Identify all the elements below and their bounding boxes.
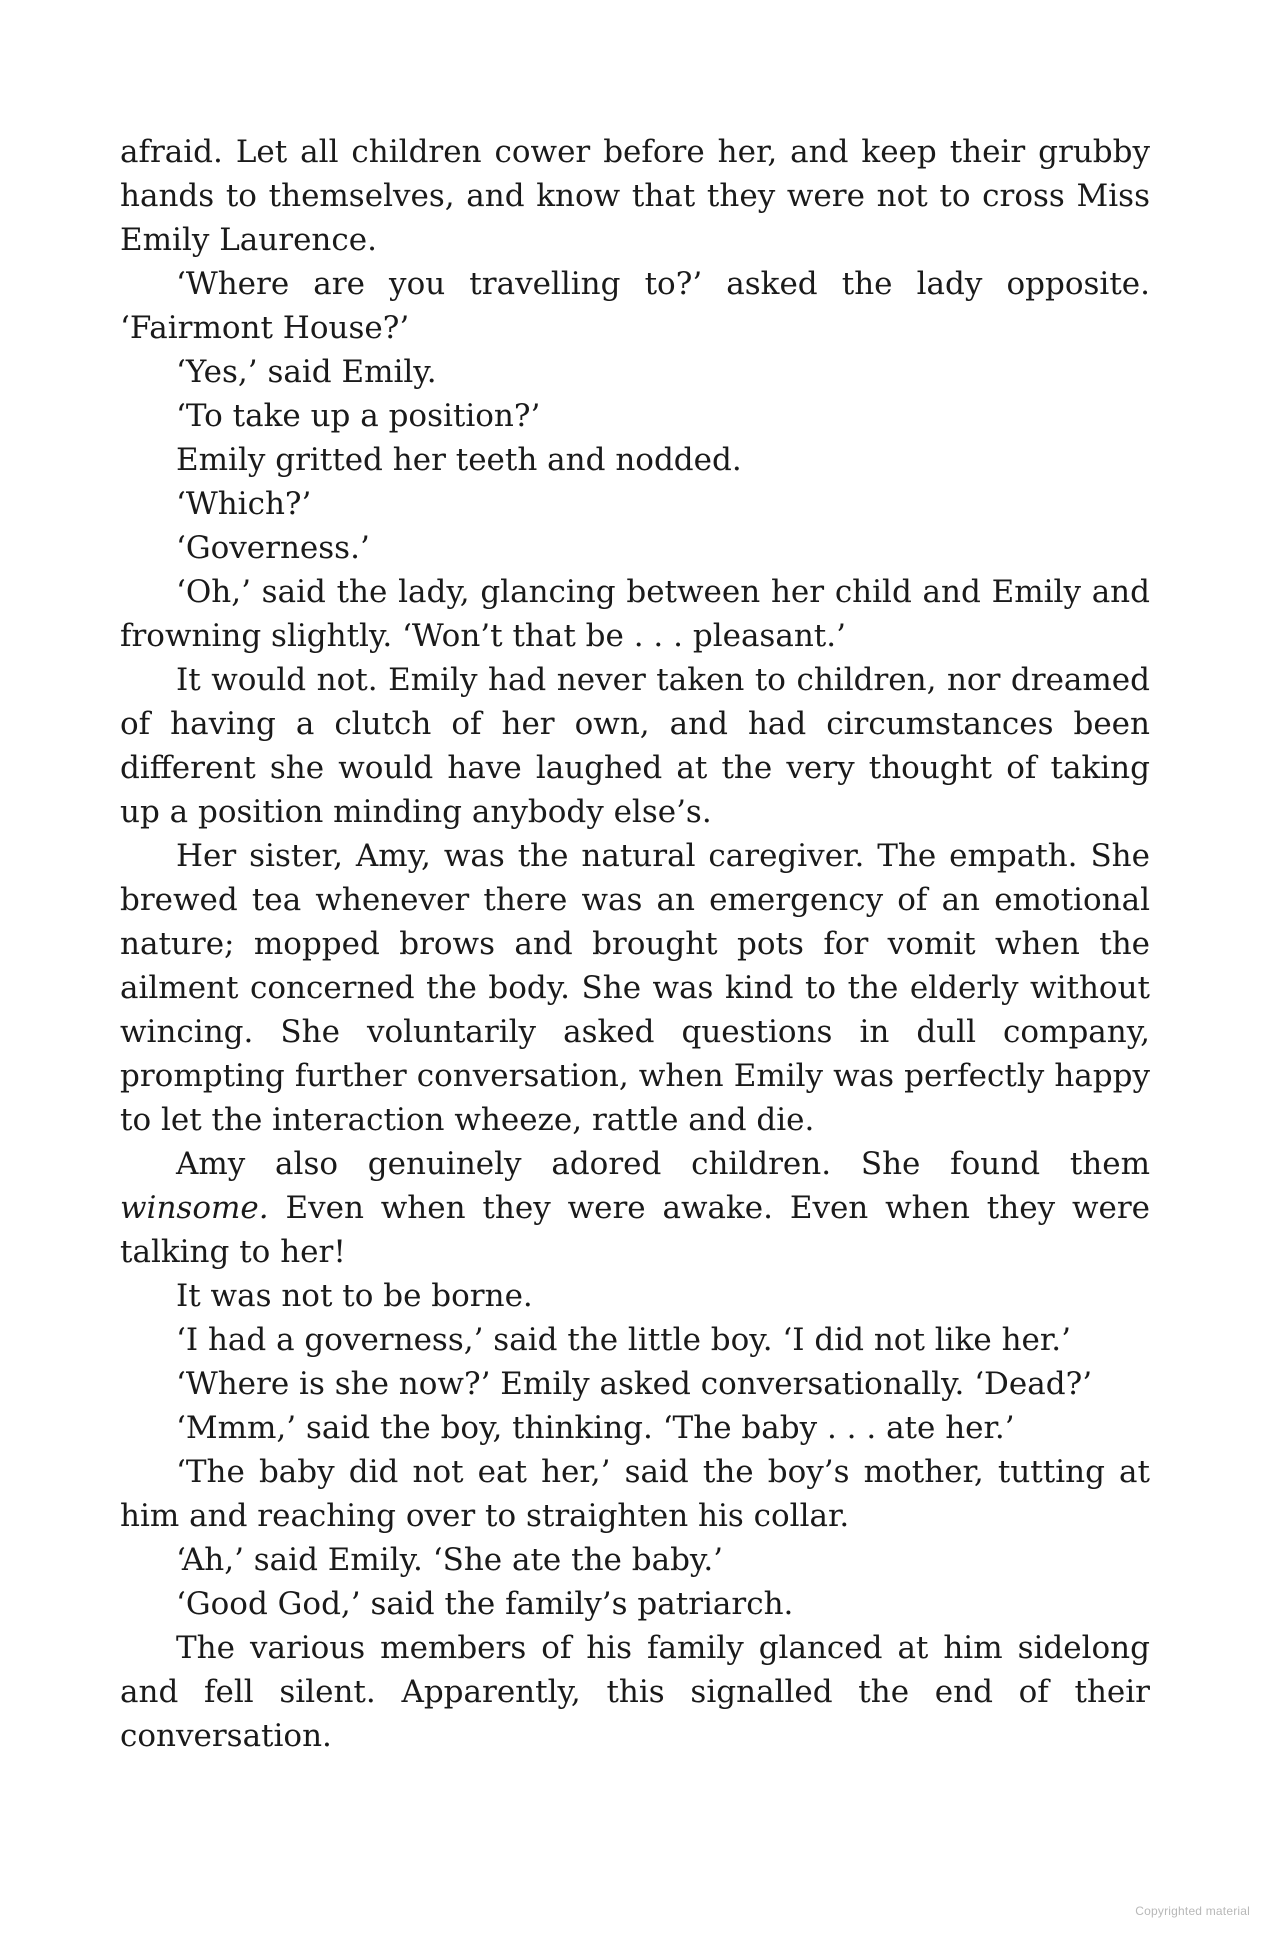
paragraph-dialogue: ‘To take up a position?’ — [176, 398, 541, 434]
paragraph-dialogue: ‘The baby did not eat her,’ said the boy’s mother, tutting at him and reaching over to straighten his collar. — [120, 1454, 1150, 1534]
paragraph-dialogue: ‘Mmm,’ said the boy, thinking. ‘The baby . . . ate her.’ — [176, 1410, 1015, 1446]
paragraph-dialogue: ‘Which?’ — [176, 486, 312, 522]
paragraph-dialogue: ‘Ah,’ said Emily. ‘She ate the baby.’ — [176, 1542, 724, 1578]
paragraph-dialogue: ‘I had a governess,’ said the little boy. ‘I did not like her.’ — [176, 1322, 1072, 1358]
paragraph-narration: It would not. Emily had never taken to children, nor dreamed of having a clutch of her own, and had circumstances been different she would have laughed at the very thought of taking up a position minding anybody else’s. — [120, 662, 1150, 830]
paragraph-dialogue: ‘Oh,’ said the lady, glancing between her child and Emily and frowning slightly. ‘Won’t that be . . . pleasant.’ — [120, 574, 1150, 654]
paragraph-text: Even when they were awake. Even when they were talking to her! — [120, 1190, 1150, 1270]
paragraph-narration: Emily gritted her teeth and nodded. — [176, 442, 742, 478]
paragraph-continuation: afraid. Let all children cower before her, and keep their grubby hands to themselves, and know that they were not to cross Miss Emily Laurence. — [120, 134, 1150, 258]
paragraph-narration: The various members of his family glanced at him sidelong and fell silent. Apparently, this signalled the end of their conversation. — [120, 1630, 1150, 1754]
paragraph-dialogue: ‘Where is she now?’ Emily asked conversationally. ‘Dead?’ — [176, 1366, 1093, 1402]
copyright-notice: Copyrighted material — [1135, 1904, 1250, 1918]
book-page — [120, 130, 1150, 1758]
paragraph-text: Amy also genuinely adored children. She found them — [176, 1146, 1150, 1182]
paragraph-dialogue: ‘Governess.’ — [176, 530, 370, 566]
paragraph-dialogue: ‘Yes,’ said Emily. — [176, 354, 437, 390]
emphasis-word: winsome. — [120, 1190, 269, 1226]
paragraph-narration: It was not to be borne. — [176, 1278, 533, 1314]
paragraph-dialogue: ‘Where are you travelling to?’ asked the lady opposite. ‘Fairmont House?’ — [120, 266, 1150, 346]
paragraph-narration: Her sister, Amy, was the natural caregiver. The empath. She brewed tea whenever there was an emergency of an emotional nature; mopped brows and brought pots for vomit when the ailment concerned the body. She was kind to the elderly without wincing. She voluntarily asked questions in dull company, prompting further conversation, when Emily was perfectly happy to let the interaction wheeze, rattle and die. — [120, 838, 1150, 1138]
paragraph-dialogue: ‘Good God,’ said the family’s patriarch. — [176, 1586, 794, 1622]
paragraph-narration-emphasis — [120, 1142, 1150, 1274]
